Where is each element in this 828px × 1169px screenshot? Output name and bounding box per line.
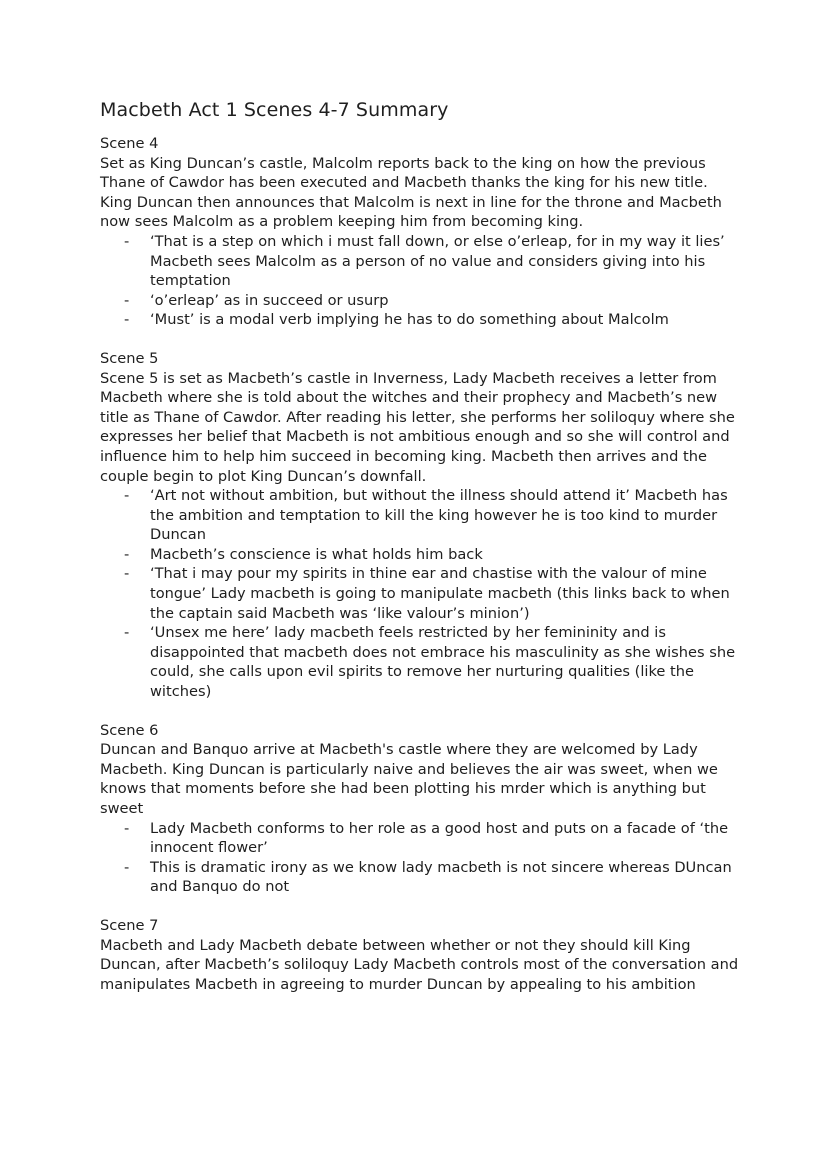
- list-item: - ‘That is a step on which i must fall down, or else o’erleap, for in my way it lies’ Macbeth sees Malcolm as a person of no value and considers giving into his temptation: [124, 232, 725, 290]
- document-title: Macbeth Act 1 Scenes 4-7 Summary: [100, 99, 449, 121]
- list-item: - Lady Macbeth conforms to her role as a good host and puts on a facade of ‘the innocent flower’: [124, 819, 729, 857]
- dash-bullet-icon: -: [124, 232, 130, 250]
- list-item: - ‘Must’ is a modal verb implying he has to do something about Malcolm: [124, 311, 669, 329]
- dash-bullet-icon: -: [124, 819, 130, 837]
- list-item: - Macbeth’s conscience is what holds him back: [124, 545, 483, 563]
- dash-bullet-icon: -: [124, 624, 130, 642]
- scene-6-section: [100, 721, 740, 897]
- scene-5-section: [100, 349, 740, 702]
- document-page: [100, 96, 740, 1013]
- list-item: - ‘Art not without ambition, but without the illness should attend it’ Macbeth has the ambition and temptation to kill the king however he is too kind to murder Duncan: [124, 487, 728, 544]
- list-item: - ‘o’erleap’ as in succeed or usurp: [124, 291, 389, 309]
- list-item: - This is dramatic irony as we know lady macbeth is not sincere whereas DUncan and Banquo do not: [124, 858, 732, 896]
- list-item: - ‘That i may pour my spirits in thine ear and chastise with the valour of mine tongue’ Lady macbeth is going to manipulate macbeth (this links back to when the captain said Macbeth was ‘like valour’s minion’): [124, 565, 730, 622]
- list-item: - ‘Unsex me here’ lady macbeth feels restricted by her femininity and is disappointed that macbeth does not embrace his masculinity as she wishes she could, she calls upon evil spirits to remove her nurturing qualities (like the witches): [124, 624, 736, 701]
- dash-bullet-icon: -: [124, 291, 130, 309]
- scene-7-section: [100, 916, 740, 994]
- scene-heading: Scene 5: [100, 349, 159, 367]
- scene-summary: Duncan and Banquo arrive at Macbeth's castle where they are welcomed by Lady Macbeth. King Duncan is particularly naive and believes the air was sweet, when we knows that moments before she had been plotting his mrder which is anything but sweet: [100, 741, 718, 817]
- dash-bullet-icon: -: [124, 545, 130, 563]
- dash-bullet-icon: -: [124, 311, 130, 329]
- scene-4-section: [100, 134, 740, 330]
- bullet-list: [100, 819, 740, 897]
- scene-summary: Scene 5 is set as Macbeth’s castle in Inverness, Lady Macbeth receives a letter from Macbeth where she is told about the witches and their prophecy and Macbeth’s new title as Thane of Cawdor. After reading his letter, she performs her soliloquy where she expresses her belief that Macbeth is not ambitious enough and so she will control and influence him to help him succeed in becoming king. Macbeth then arrives and the couple begin to plot King Duncan’s downfall.: [100, 369, 735, 485]
- dash-bullet-icon: -: [124, 858, 130, 876]
- scene-summary: Set as King Duncan’s castle, Malcolm reports back to the king on how the previous Thane of Cawdor has been executed and Macbeth thanks the king for his new title. King Duncan then announces that Malcolm is next in line for the throne and Macbeth now sees Malcolm as a problem keeping him from becoming king.: [100, 154, 722, 231]
- scene-heading: Scene 4: [100, 135, 159, 152]
- scene-heading: Scene 7: [100, 916, 159, 934]
- bullet-list: [100, 486, 740, 702]
- dash-bullet-icon: -: [124, 565, 130, 583]
- dash-bullet-icon: -: [124, 487, 130, 505]
- scene-heading: Scene 6: [100, 721, 159, 739]
- scene-summary: Macbeth and Lady Macbeth debate between whether or not they should kill King Duncan, after Macbeth’s soliloquy Lady Macbeth controls most of the conversation and manipulates Macbeth in agreeing to murder Duncan by appealing to his ambition: [100, 936, 739, 993]
- bullet-list: [100, 232, 740, 330]
